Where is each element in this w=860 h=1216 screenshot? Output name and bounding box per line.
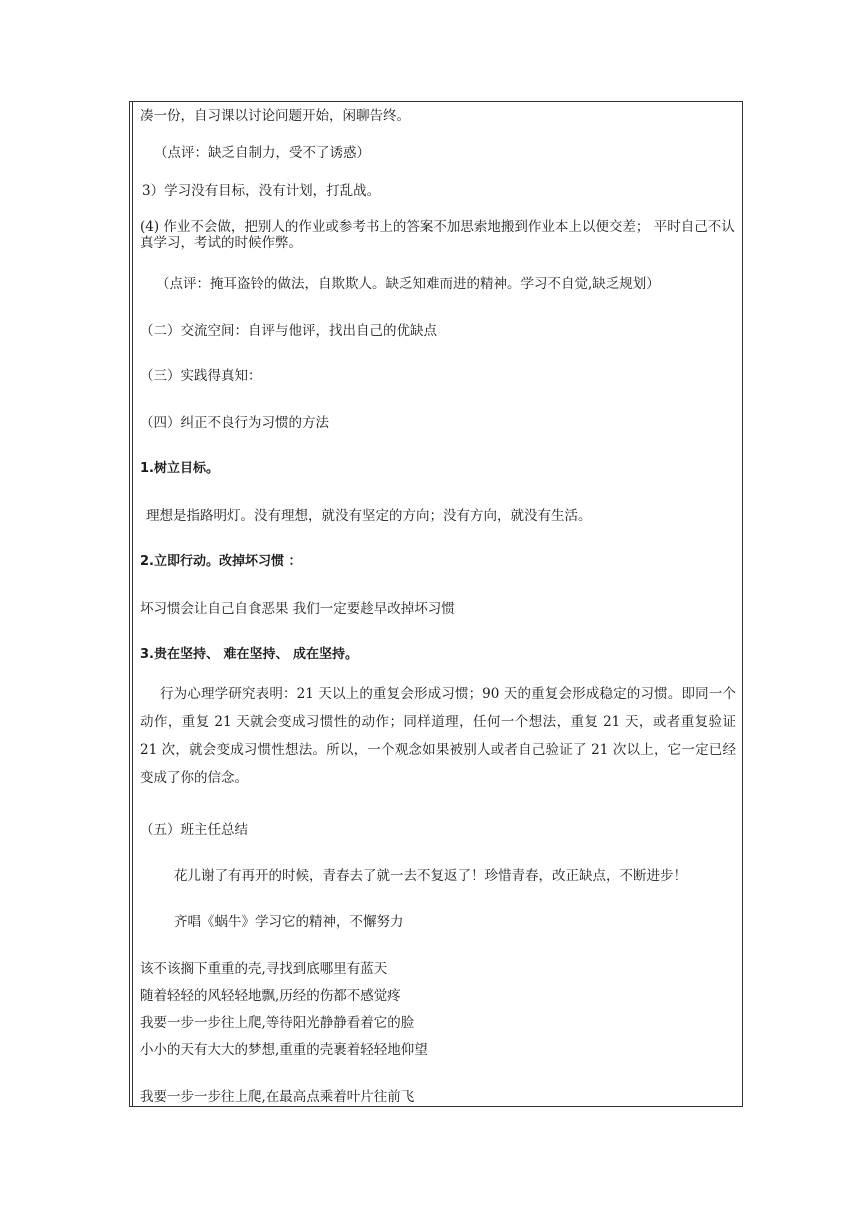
text-line: 凑一份，自习课以讨论问题开始，闲聊告终。 bbox=[140, 108, 410, 124]
section-heading: （三）实践得真知： bbox=[140, 368, 262, 384]
text-line: 3）学习没有目标，没有计划，打乱战。 bbox=[142, 183, 381, 199]
method-heading: 3.贵在坚持、 难在坚持、 成在坚持。 bbox=[140, 647, 359, 662]
text-line: 理想是指路明灯。没有理想，就没有坚定的方向；没有方向，就没有生活。 bbox=[146, 508, 592, 524]
text-line: 花儿谢了有再开的时候，青春去了就一去不复返了！珍惜青春，改正缺点，不断进步！ bbox=[174, 868, 687, 884]
text-paragraph: 行为心理学研究表明：21 天以上的重复会形成习惯；90 天的重复会形成稳定的习惯。即同一个动作，重复 21 天就会变成习惯性的动作；同样道理，任何一个想法，重复 21 天，或者重复验证 21 次，就会变成习惯性想法。所以，一个观念如果被别人或者自己验证了 21 次以上，它一定已经变成了你的信念。 bbox=[140, 686, 736, 786]
lyric-line: 该不该搁下重重的壳,寻找到底哪里有蓝天 bbox=[140, 961, 388, 977]
method-heading: 2.立即行动。改掉坏习惯 ： bbox=[140, 554, 302, 569]
lyric-line: 随着轻轻的风轻轻地飘,历经的伤都不感觉疼 bbox=[140, 988, 401, 1004]
text-paragraph: (4) 作业不会做，把别人的作业或参考书上的答案不加思索地搬到作业本上以便交差； 平时自己不认真学习，考试的时候作弊。 bbox=[140, 219, 735, 251]
table-frame bbox=[129, 101, 743, 1107]
section-heading: （二）交流空间：自评与他评，找出自己的优缺点 bbox=[140, 323, 437, 339]
section-heading: （四）纠正不良行为习惯的方法 bbox=[140, 415, 329, 431]
text-line: 齐唱《蜗牛》学习它的精神，不懈努力 bbox=[174, 914, 404, 930]
lyric-line: 我要一步一步往上爬,等待阳光静静看着它的脸 bbox=[140, 1015, 415, 1031]
table-left-column bbox=[130, 102, 133, 1106]
lyric-line: 我要一步一步往上爬,在最高点乘着叶片往前飞 bbox=[140, 1089, 415, 1105]
text-line: 坏习惯会让自己自食恶果 我们一定要趁早改掉坏习惯 bbox=[140, 601, 455, 617]
section-heading: （五）班主任总结 bbox=[140, 822, 248, 838]
comment-line: （点评：掩耳盗铃的做法，自欺欺人。缺乏知难而进的精神。学习不自觉,缺乏规划） bbox=[156, 276, 660, 292]
comment-line: （点评：缺乏自制力，受不了诱惑） bbox=[154, 145, 370, 161]
lyric-line: 小小的天有大大的梦想,重重的壳裹着轻轻地仰望 bbox=[140, 1042, 428, 1058]
method-heading: 1.树立目标。 bbox=[140, 461, 219, 476]
